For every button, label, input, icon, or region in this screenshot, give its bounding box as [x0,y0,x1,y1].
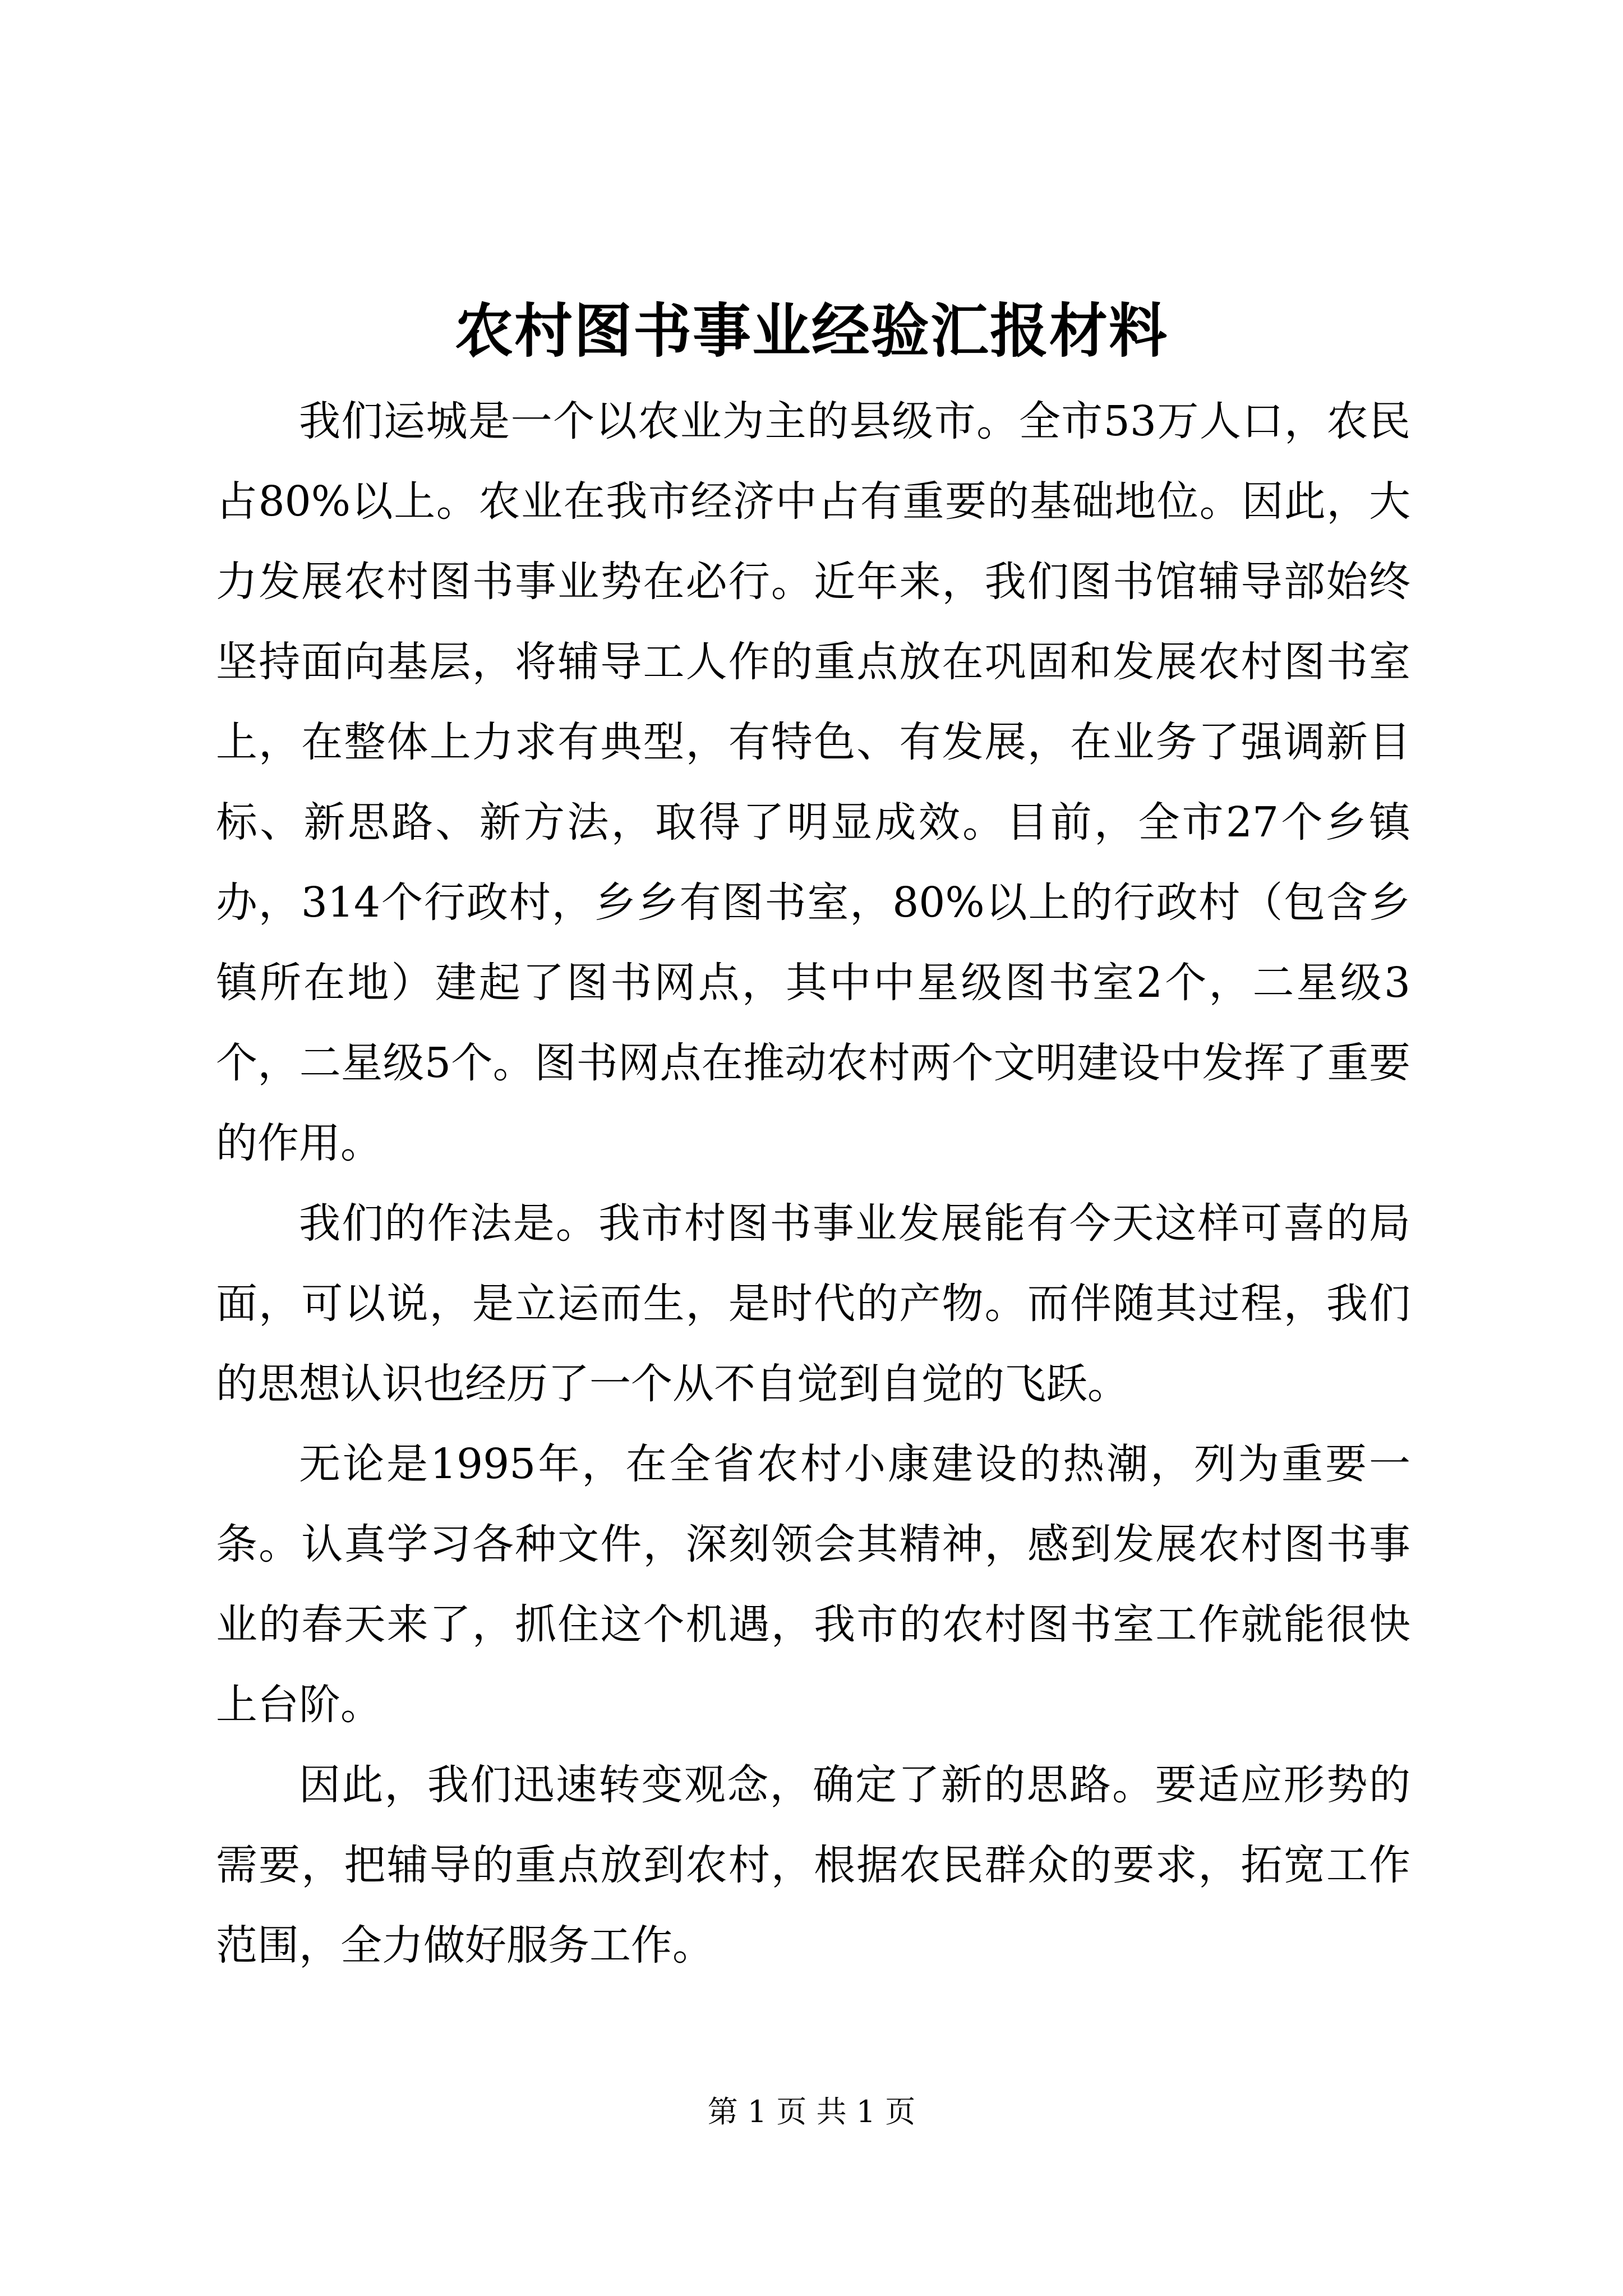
document-body [216,381,1410,1986]
paragraph-3: 无论是1995年，在全省农村小康建设的热潮，列为重要一条。认真学习各种文件，深刻领会其精神，感到发展农村图书事业的春天来了，抓住这个机遇，我市的农村图书室工作就能很快上台阶。 [216,1440,1410,1729]
paragraph-2: 我们的作法是。我市村图书事业发展能有今天这样可喜的局面，可以说，是立运而生，是时代的产物。而伴随其过程，我们的思想认识也经历了一个从不自觉到自觉的飞跃。 [216,1199,1410,1408]
document-title: 农村图书事业经验汇报材料 [454,296,1168,365]
page-footer: 第 1 页 共 1 页 [707,2094,916,2129]
paragraph-4: 因此，我们迅速转变观念，确定了新的思路。要适应形势的需要，把辅导的重点放到农村，根据农民群众的要求，拓宽工作范围，全力做好服务工作。 [216,1761,1410,1970]
paragraph-1: 我们运城是一个以农业为主的县级市。全市53万人口，农民占80%以上。农业在我市经济中占有重要的基础地位。因此，大力发展农村图书事业势在必行。近年来，我们图书馆辅导部始终坚持面向基层，将辅导工人作的重点放在巩固和发展农村图书室上，在整体上力求有典型，有特色、有发展，在业务了强调新目标、新思路、新方法，取得了明显成效。目前，全市27个乡镇办，314个行政村，乡乡有图书室，80%以上的行政村（包含乡镇所在地）建起了图书网点，其中中星级图书室2个，二星级3个，二星级5个。图书网点在推动农村两个文明建设中发挥了重要的作用。 [216,397,1410,1167]
